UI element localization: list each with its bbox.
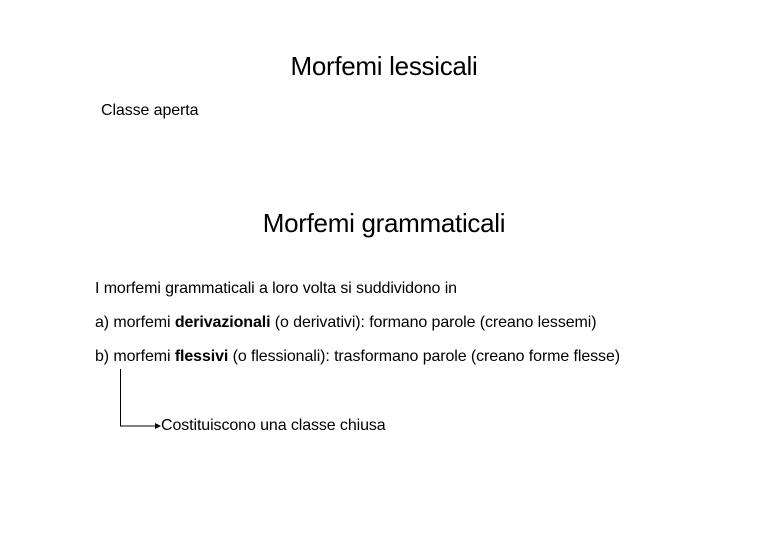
item-derivational-term: derivazionali [174,314,271,331]
grammatical-intro: I morfemi grammaticali a loro volta si suddividono in [95,280,457,297]
item-inflectional-rest: (o flessionali): trasformano parole (creano forme flesse) [228,348,620,365]
connector-arrow-icon [115,366,165,430]
lexical-open-class-note: Classe aperta [101,102,199,119]
title-lexical-morphemes: Morfemi lessicali [290,51,478,81]
closed-class-note: Costituiscono una classe chiusa [161,417,386,434]
item-inflectional-term: flessivi [174,348,229,365]
item-inflectional-prefix: b) morfemi [95,348,175,365]
item-derivational-rest: (o derivativi): formano parole (creano lessemi) [270,314,597,331]
item-derivational [95,314,596,332]
title-grammatical-morphemes: Morfemi grammaticali [262,208,506,238]
item-derivational-prefix: a) morfemi [95,314,175,331]
item-inflectional [95,348,620,366]
